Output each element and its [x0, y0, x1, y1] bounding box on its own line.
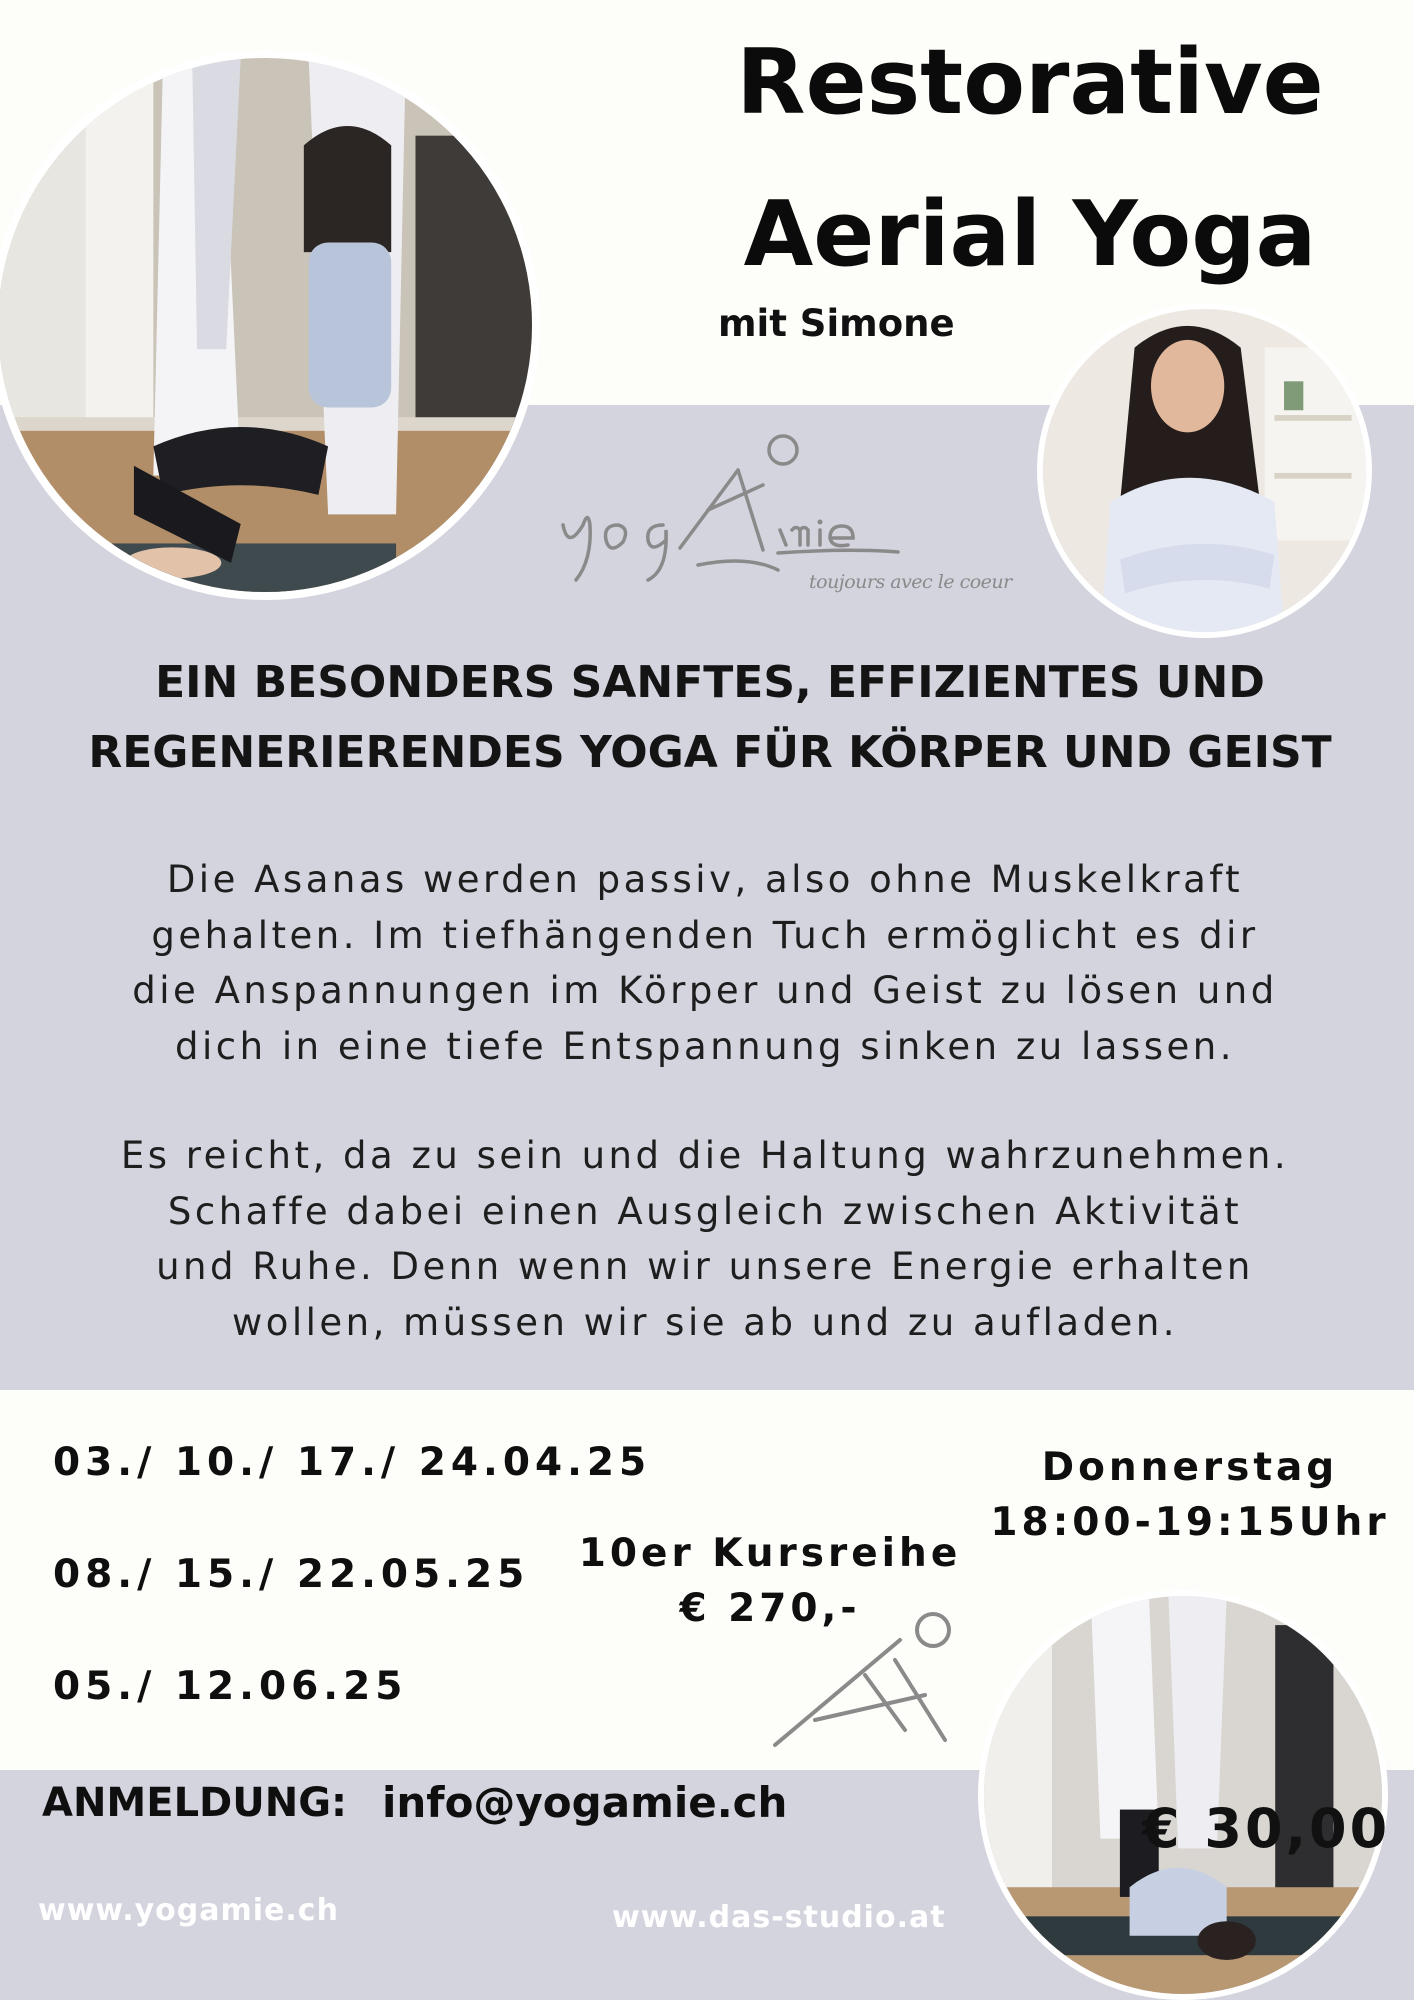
aerial-inversion-photo — [978, 1590, 1391, 2000]
instructor-portrait — [1037, 303, 1372, 638]
weekday: Donnerstag — [1041, 1445, 1339, 1490]
course-label: 10er Kursreihe — [578, 1531, 962, 1576]
course-price: € 270,- — [679, 1586, 861, 1631]
text-line: die Anspannungen im Körper und Geist zu lösen und — [132, 969, 1278, 1012]
headline — [60, 648, 1360, 788]
text-line: Es reicht, da zu sein und die Haltung wahrzunehmen. — [120, 1134, 1290, 1177]
description-paragraph-1 — [50, 852, 1360, 1074]
single-class-price: € 30,00 — [1142, 1797, 1391, 1860]
contact-email-link[interactable]: info@yogamie.ch — [382, 1778, 788, 1827]
aerial-hammock-photo — [0, 50, 540, 600]
logo-mark-icon — [755, 1600, 955, 1750]
text-line: und Ruhe. Denn wenn wir unsere Energie erhalten — [156, 1245, 1254, 1288]
website-link-das-studio[interactable]: www.das-studio.at — [612, 1900, 946, 1935]
text-line: wollen, müssen wir sie ab und zu aufladen. — [231, 1300, 1179, 1344]
page-title: Restorative — [736, 30, 1324, 135]
page-title-line2: Aerial Yoga — [743, 182, 1317, 287]
date-list-may: 08./ 15./ 22.05.25 — [53, 1552, 530, 1597]
logo-tagline: toujours avec le coeur — [809, 571, 1012, 593]
date-list-june: 05./ 12.06.25 — [53, 1664, 408, 1709]
text-line: Die Asanas werden passiv, also ohne Muskelkraft — [166, 858, 1244, 901]
description-paragraph-2 — [50, 1128, 1360, 1350]
class-time-block — [990, 1440, 1390, 1550]
date-list-april: 03./ 10./ 17./ 24.04.25 — [53, 1440, 652, 1485]
registration-label: ANMELDUNG: — [42, 1780, 348, 1826]
headline-line2: REGENERIERENDES YOGA FÜR KÖRPER UND GEIST — [88, 727, 1332, 778]
headline-line1: EIN BESONDERS SANFTES, EFFIZIENTES UND — [155, 657, 1265, 708]
text-line: dich in eine tiefe Entspannung sinken zu lassen. — [175, 1024, 1235, 1068]
text-line: gehalten. Im tiefhängenden Tuch ermöglicht es dir — [151, 913, 1259, 957]
website-link-yogamie[interactable]: www.yogamie.ch — [38, 1893, 339, 1928]
text-line: Schaffe dabei einen Ausgleich zwischen Aktivität — [167, 1189, 1243, 1233]
class-time: 18:00-19:15Uhr — [990, 1500, 1390, 1545]
instructor-subtitle: mit Simone — [718, 302, 955, 345]
